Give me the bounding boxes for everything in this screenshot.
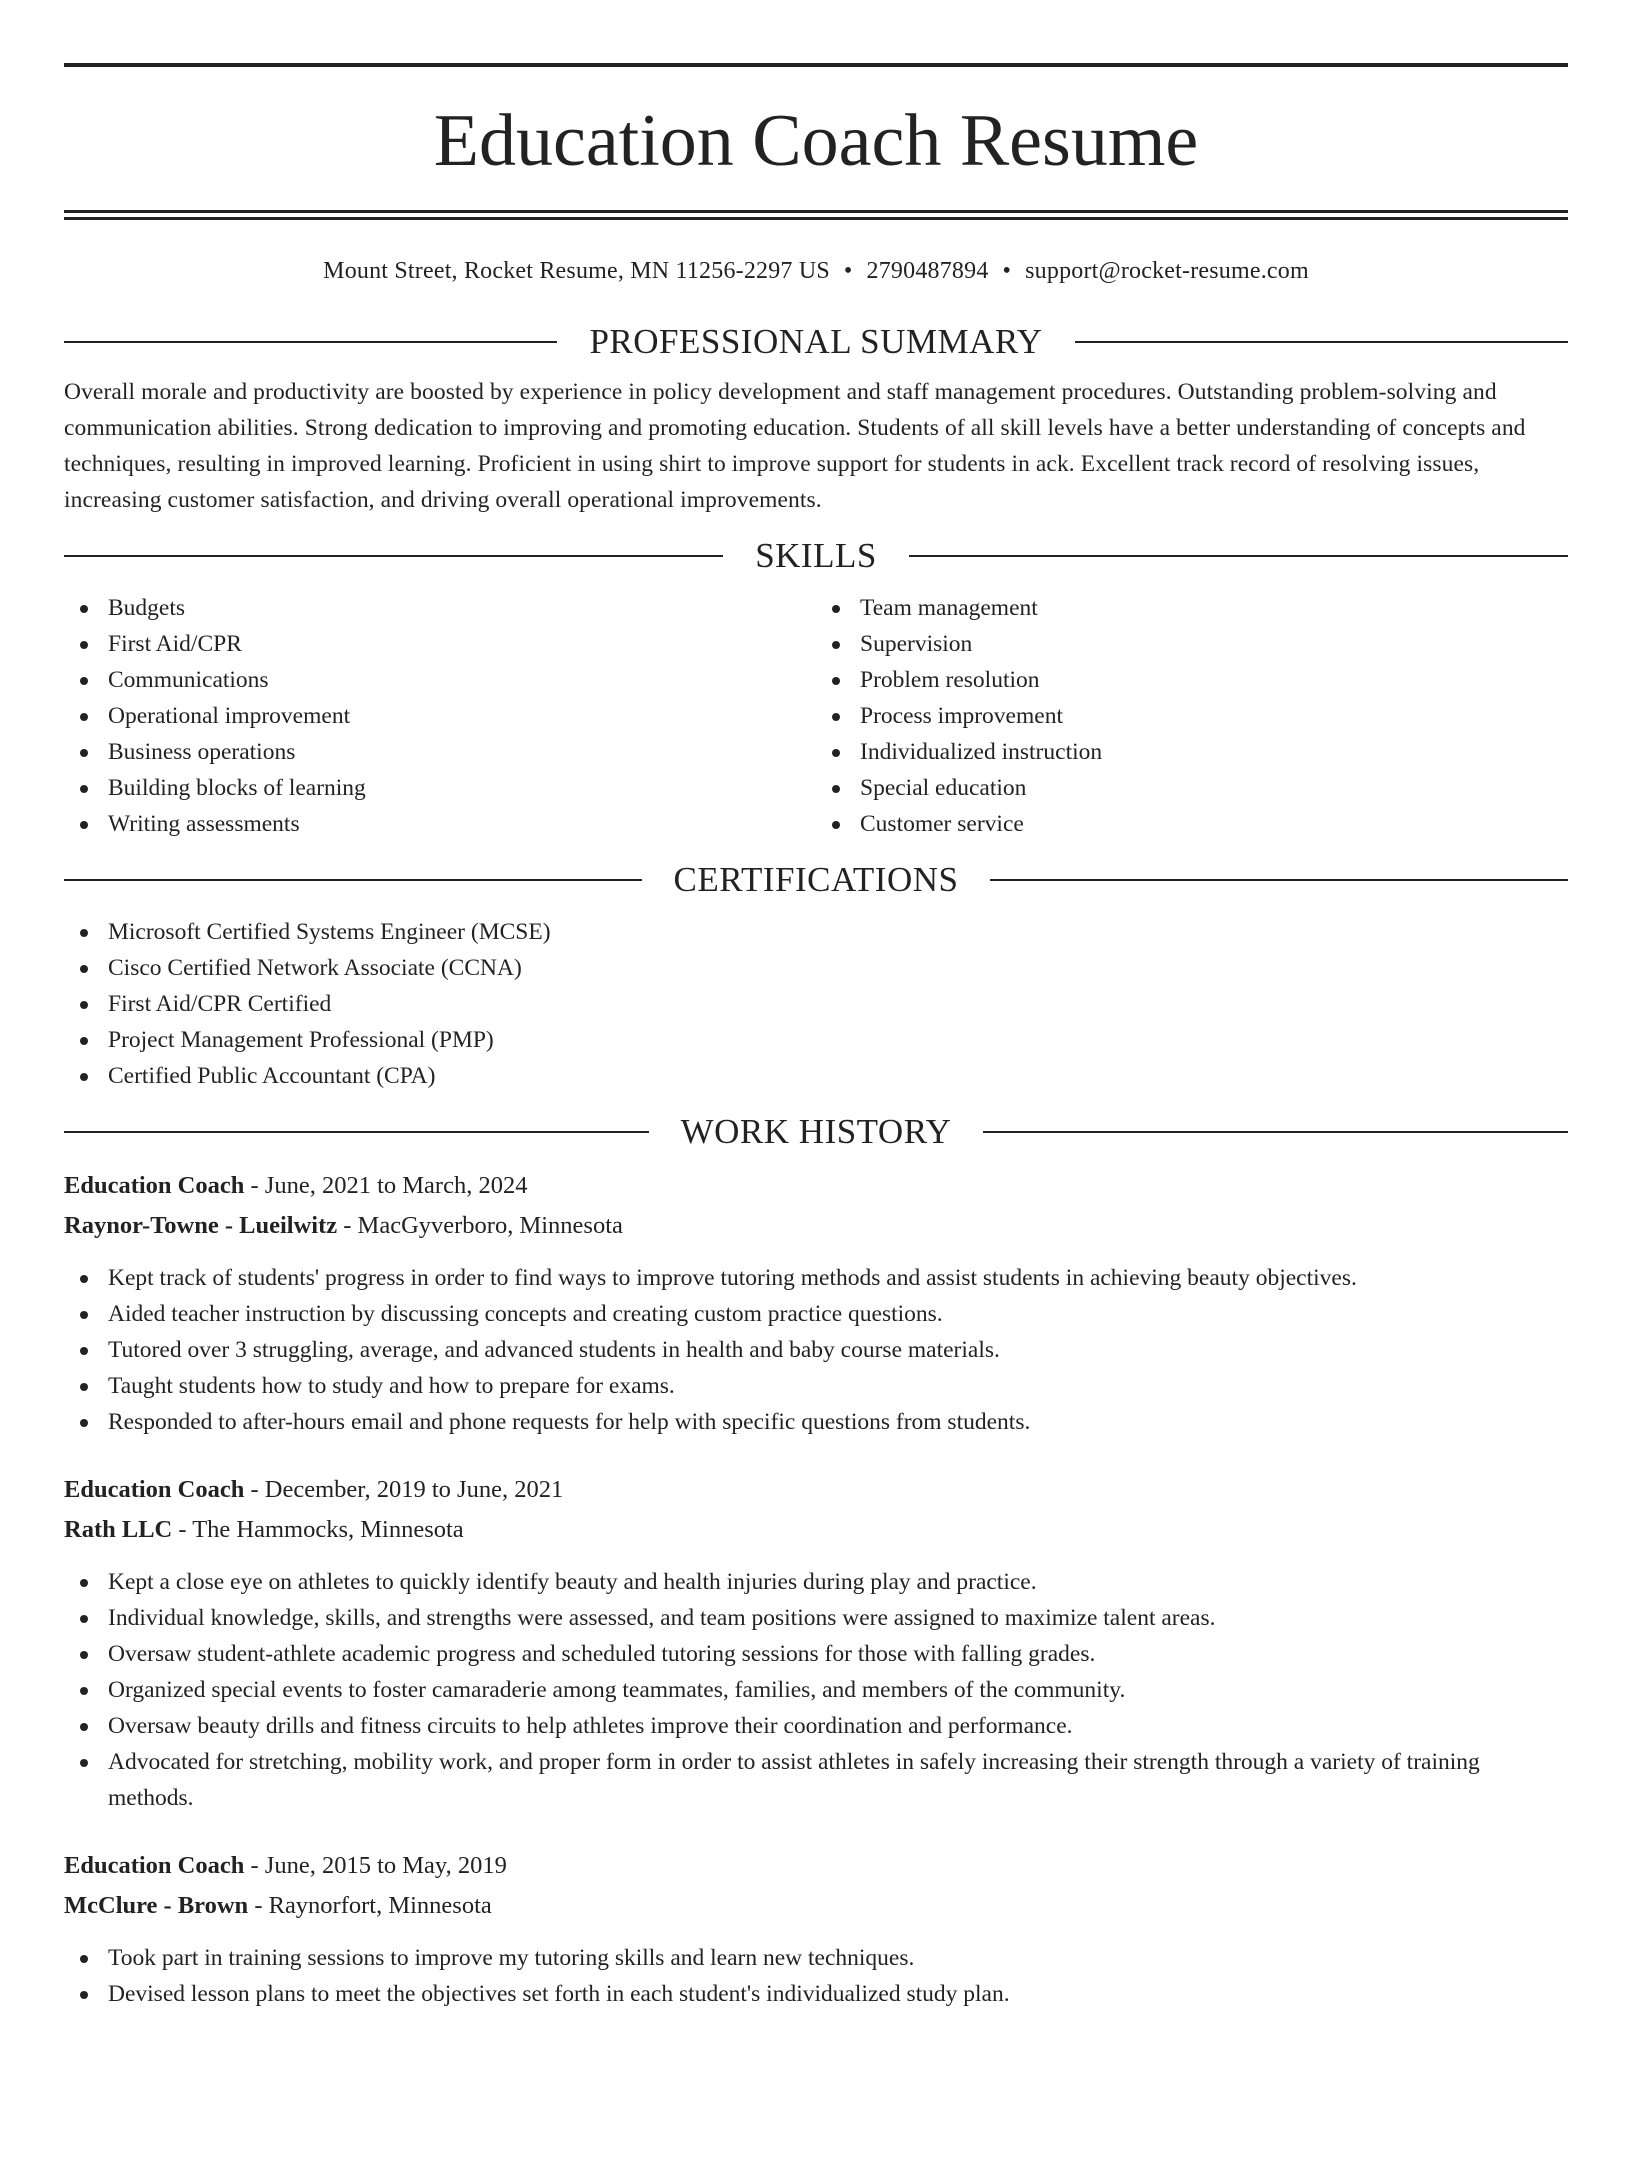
section-rule xyxy=(64,1131,649,1133)
skill-item: Communications xyxy=(64,662,816,698)
certification-item: Cisco Certified Network Associate (CCNA) xyxy=(64,950,1568,986)
section-rule xyxy=(64,879,642,881)
skills-list-left xyxy=(64,590,816,842)
job-title-line xyxy=(64,1166,1568,1206)
title-double-rule xyxy=(64,210,1568,220)
certification-item: Project Management Professional (PMP) xyxy=(64,1022,1568,1058)
skill-item: Building blocks of learning xyxy=(64,770,816,806)
section-header-certifications xyxy=(64,860,1568,900)
job-title-line xyxy=(64,1470,1568,1510)
job-company-line xyxy=(64,1206,1568,1246)
resume-page xyxy=(0,63,1632,2175)
section-header-summary xyxy=(64,322,1568,362)
section-rule xyxy=(64,555,723,557)
skill-item: Business operations xyxy=(64,734,816,770)
job-title: Education Coach xyxy=(64,1476,245,1503)
job-bullet: Took part in training sessions to improve my tutoring skills and learn new techniques. xyxy=(64,1940,1568,1976)
job-bullet: Individual knowledge, skills, and strengths were assessed, and team positions were assigned to maximize talent areas. xyxy=(64,1600,1568,1636)
skill-item: Special education xyxy=(816,770,1568,806)
job-company: McClure - Brown xyxy=(64,1892,249,1919)
job-dates: - June, 2015 to May, 2019 xyxy=(244,1852,507,1879)
section-rule xyxy=(983,1131,1568,1133)
job-bullets xyxy=(64,1260,1568,1440)
skill-item: Customer service xyxy=(816,806,1568,842)
job-title: Education Coach xyxy=(64,1852,245,1879)
job-bullet: Kept a close eye on athletes to quickly identify beauty and health injuries during play and practice. xyxy=(64,1564,1568,1600)
job-company-line xyxy=(64,1510,1568,1550)
job-bullet: Devised lesson plans to meet the objectives set forth in each student's individualized study plan. xyxy=(64,1976,1568,2012)
contact-address: Mount Street, Rocket Resume, MN 11256-2297 US xyxy=(323,258,830,284)
job-bullets xyxy=(64,1564,1568,1816)
section-header-skills xyxy=(64,536,1568,576)
job-bullet: Oversaw student-athlete academic progress and scheduled tutoring sessions for those with falling grades. xyxy=(64,1636,1568,1672)
job-bullets xyxy=(64,1940,1568,2012)
job-company: Rath LLC xyxy=(64,1516,173,1543)
certifications-list xyxy=(64,914,1568,1094)
section-rule xyxy=(990,879,1568,881)
section-rule xyxy=(1075,341,1568,343)
contact-phone: 2790487894 xyxy=(866,258,989,284)
skill-item: Team management xyxy=(816,590,1568,626)
skill-item: Budgets xyxy=(64,590,816,626)
job-dates: - December, 2019 to June, 2021 xyxy=(244,1476,564,1503)
job-title-line xyxy=(64,1846,1568,1886)
section-title-certifications: CERTIFICATIONS xyxy=(673,860,959,899)
section-title-skills: SKILLS xyxy=(755,536,877,575)
job-bullet: Kept track of students' progress in order to find ways to improve tutoring methods and assist students in achieving beauty objectives. xyxy=(64,1260,1568,1296)
contact-email: support@rocket-resume.com xyxy=(1025,258,1309,284)
certification-item: First Aid/CPR Certified xyxy=(64,986,1568,1022)
job-bullet: Oversaw beauty drills and fitness circuits to help athletes improve their coordination and performance. xyxy=(64,1708,1568,1744)
section-rule xyxy=(64,341,557,343)
skills-grid xyxy=(64,590,1568,842)
job-bullet: Aided teacher instruction by discussing concepts and creating custom practice questions. xyxy=(64,1296,1568,1332)
job-entry xyxy=(64,1846,1568,2012)
job-bullet: Tutored over 3 struggling, average, and advanced students in health and baby course materials. xyxy=(64,1332,1568,1368)
section-title-work-history: WORK HISTORY xyxy=(680,1112,952,1151)
certification-item: Microsoft Certified Systems Engineer (MCSE) xyxy=(64,914,1568,950)
job-bullet: Taught students how to study and how to prepare for exams. xyxy=(64,1368,1568,1404)
job-entry xyxy=(64,1470,1568,1816)
contact-line xyxy=(64,255,1568,287)
contact-separator: • xyxy=(1002,258,1012,284)
job-company-line xyxy=(64,1886,1568,1926)
resume-title: Education Coach Resume xyxy=(433,100,1199,182)
job-company: Raynor-Towne - Lueilwitz xyxy=(64,1212,338,1239)
job-title: Education Coach xyxy=(64,1172,245,1199)
skill-item: Supervision xyxy=(816,626,1568,662)
job-bullet: Organized special events to foster camaraderie among teammates, families, and members of the community. xyxy=(64,1672,1568,1708)
job-location: - MacGyverboro, Minnesota xyxy=(337,1212,623,1239)
skill-item: Process improvement xyxy=(816,698,1568,734)
job-location: - The Hammocks, Minnesota xyxy=(172,1516,464,1543)
skill-item: Problem resolution xyxy=(816,662,1568,698)
job-bullet: Responded to after-hours email and phone requests for help with specific questions from students. xyxy=(64,1404,1568,1440)
skill-item: First Aid/CPR xyxy=(64,626,816,662)
skills-list-right xyxy=(816,590,1568,842)
job-entry xyxy=(64,1166,1568,1440)
section-header-work-history xyxy=(64,1112,1568,1152)
job-location: - Raynorfort, Minnesota xyxy=(248,1892,492,1919)
skill-item: Operational improvement xyxy=(64,698,816,734)
certification-item: Certified Public Accountant (CPA) xyxy=(64,1058,1568,1094)
skill-item: Individualized instruction xyxy=(816,734,1568,770)
job-bullet: Advocated for stretching, mobility work, and proper form in order to assist athletes in safely increasing their strength through a variety of training methods. xyxy=(64,1744,1568,1816)
professional-summary-text: Overall morale and productivity are boosted by experience in policy development and staff management procedures. Outstanding problem-solving and communication abilities. Strong dedication to improving and promoting education. Students of all skill levels have a better understanding of concepts and techniques, resulting in improved learning. Proficient in using shirt to improve support for students in ack. Excellent track record of resolving issues, increasing customer satisfaction, and driving overall operational improvements. xyxy=(64,379,1526,513)
contact-separator: • xyxy=(843,258,853,284)
section-rule xyxy=(909,555,1568,557)
skill-item: Writing assessments xyxy=(64,806,816,842)
section-title-summary: PROFESSIONAL SUMMARY xyxy=(589,322,1043,361)
job-dates: - June, 2021 to March, 2024 xyxy=(244,1172,528,1199)
